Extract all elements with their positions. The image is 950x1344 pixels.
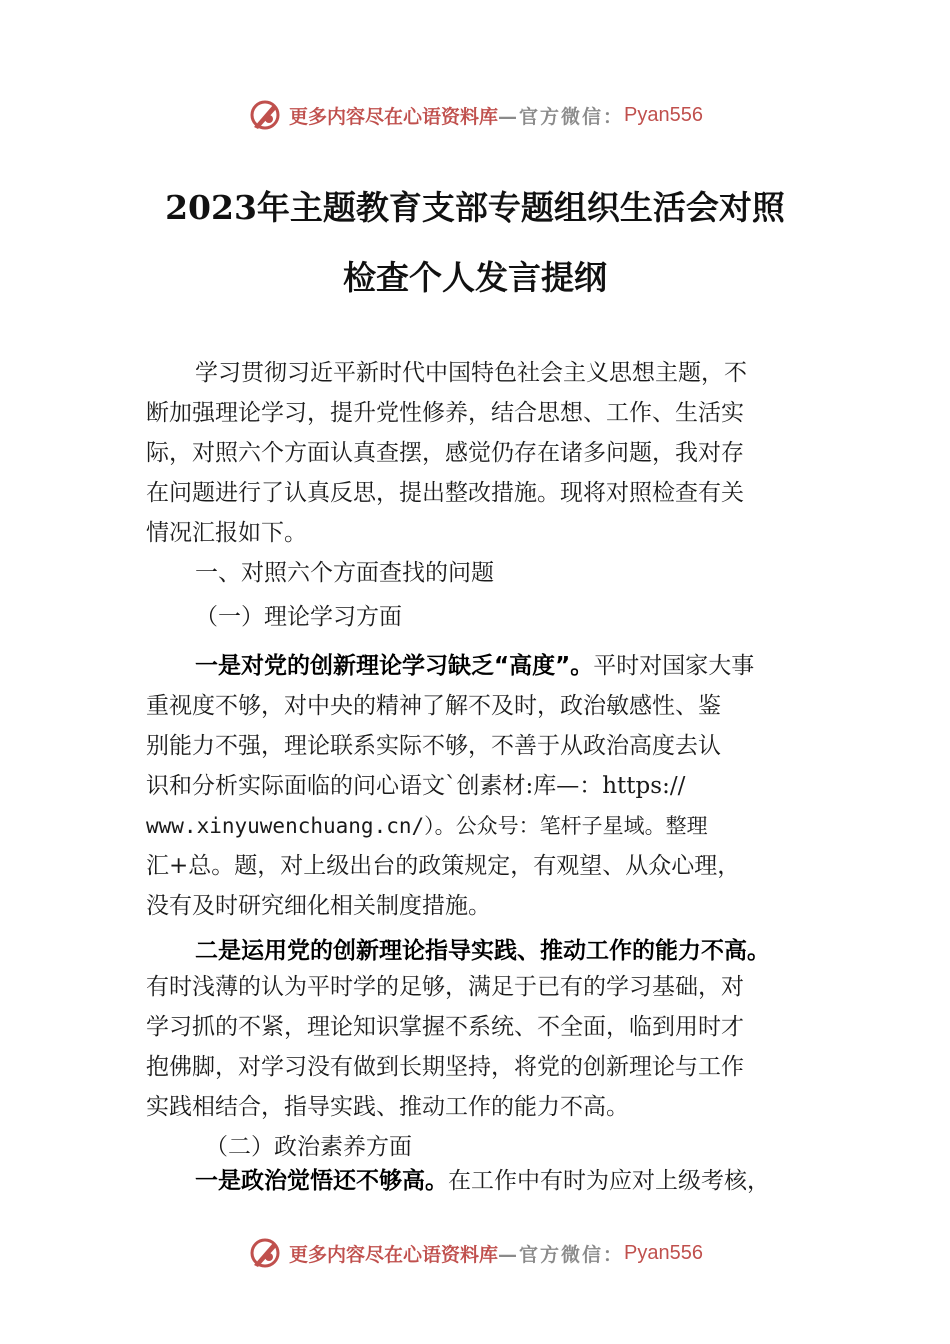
intro-line: 在问题进行了认真反思，提出整改措施。现将对照检查有关 [146, 480, 744, 506]
paragraph-1-line: 汇+总。题，对上级出台的政策规定，有观望、从众心理， [146, 853, 741, 879]
pen-logo-icon [247, 1235, 283, 1271]
paragraph-3-lead: 一是政治觉悟还不够高。 [195, 1168, 448, 1194]
watermark-text: 更多内容尽在心语资料库 [289, 1243, 499, 1266]
paragraph-1-lead: 一是对党的创新理论学习缺乏“高度”。 [195, 653, 594, 679]
paragraph-3-first-line [195, 1166, 885, 1196]
paragraph-1-line: 重视度不够，对中央的精神了解不及时，政治敏感性、鉴 [146, 693, 721, 719]
paragraph-3-first-rest: 在工作中有时为应对上级考核， [448, 1168, 770, 1194]
paragraph-1-line: 识和分析实际面临的问心语文`创素材:库—：https:// [146, 773, 686, 799]
section-heading-1: 一、对照六个方面查找的问题 [195, 560, 494, 586]
subsection-heading-1: （一）理论学习方面 [195, 604, 402, 630]
paragraph-1-line: www.xinyuwenchuang.cn/）。公众号：笔杆子星域。整理 [146, 814, 708, 838]
intro-line: 学习贯彻习近平新时代中国特色社会主义思想主题，不 [195, 360, 747, 386]
intro-line: 断加强理论学习，提升党性修养，结合思想、工作、生活实 [146, 400, 744, 426]
paragraph-1-line: 别能力不强，理论联系实际不够，不善于从政治高度去认 [146, 733, 721, 759]
document-title-line-1: 2023年主题教育支部专题组织生活会对照 [165, 188, 785, 227]
watermark-wechat-id: Pyan556 [624, 103, 703, 126]
watermark-separator: —官方微信： [498, 105, 625, 128]
watermark-banner-bottom [0, 1233, 950, 1273]
watermark-text: 更多内容尽在心语资料库 [289, 105, 499, 128]
pen-logo-icon [247, 97, 283, 133]
watermark-wechat-id: Pyan556 [624, 1241, 703, 1264]
watermark-banner-top [0, 95, 950, 135]
paragraph-2-line: 学习抓的不紧，理论知识掌握不系统、不全面，临到用时才 [146, 1014, 744, 1040]
document-title-line-2: 检查个人发言提纲 [343, 258, 607, 297]
paragraph-1-line: 没有及时研究细化相关制度措施。 [146, 893, 491, 919]
intro-line: 情况汇报如下。 [146, 520, 307, 546]
paragraph-2-line: 抱佛脚，对学习没有做到长期坚持，将党的创新理论与工作 [146, 1054, 744, 1080]
subsection-heading-2: （二）政治素养方面 [205, 1134, 412, 1160]
watermark-separator: —官方微信： [498, 1243, 625, 1266]
paragraph-1-first-rest: 平时对国家大事 [593, 653, 755, 679]
intro-line: 际，对照六个方面认真查摆，感觉仍存在诸多问题，我对存 [146, 440, 744, 466]
paragraph-2-first-line [195, 936, 885, 966]
paragraph-2-lead: 二是运用党的创新理论指导实践、推动工作的能力不高。 [195, 938, 770, 964]
paragraph-1-first-line [195, 651, 885, 681]
paragraph-2-line: 有时浅薄的认为平时学的足够，满足于已有的学习基础，对 [146, 974, 744, 1000]
paragraph-2-line: 实践相结合，指导实践、推动工作的能力不高。 [146, 1094, 629, 1120]
